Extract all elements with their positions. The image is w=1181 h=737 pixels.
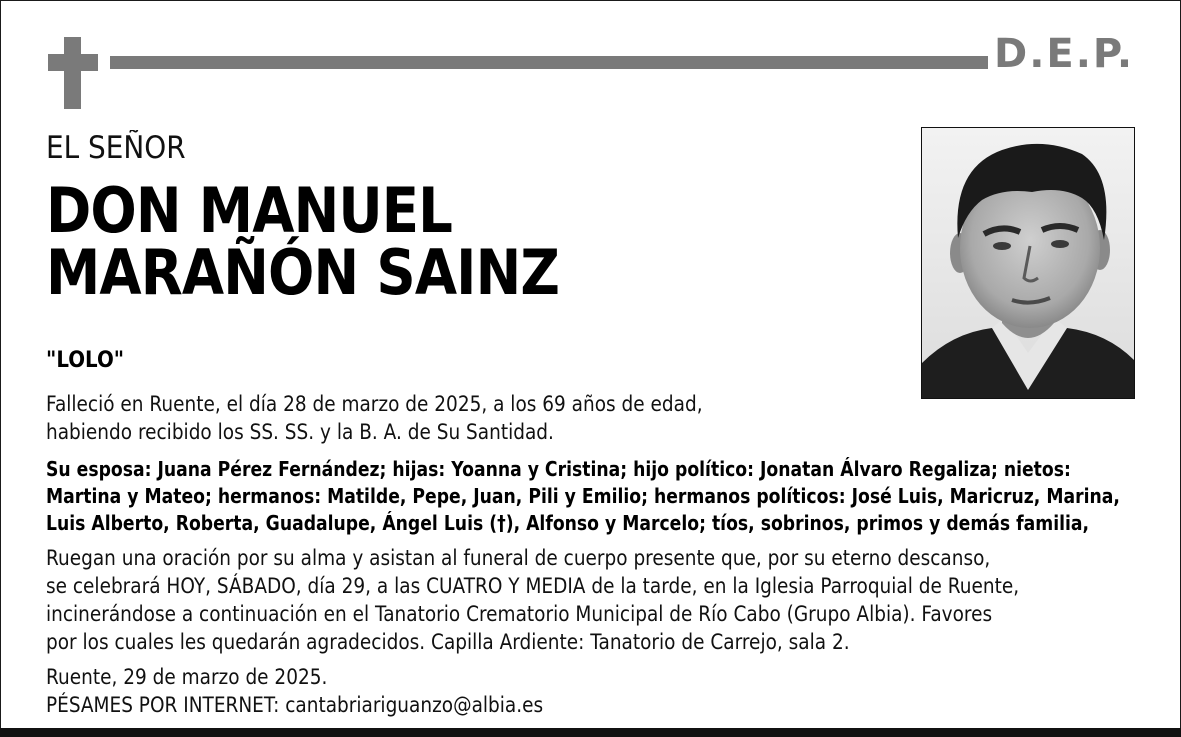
family-line: Su esposa: Juana Pérez Fernández; hijas: Yoanna y Cristina; hijo político: Jonatan Álvaro Regaliza; nietos: <box>46 457 1071 481</box>
funeral-line: por los cuales les quedarán agradecidos. Capilla Ardiente: Tanatorio de Carrejo, sala 2. <box>46 630 850 655</box>
condolences-email[interactable]: PÉSAMES POR INTERNET: cantabriariguanzo@albia.es <box>46 693 544 718</box>
funeral-details <box>46 545 1019 657</box>
cross-icon <box>64 37 81 109</box>
portrait-photo <box>921 127 1135 399</box>
death-notice-line: habiendo recibido los SS. SS. y la B. A. de Su Santidad. <box>46 420 554 445</box>
funeral-line: Ruegan una oración por su alma y asistan al funeral de cuerpo presente que, por su eterno descanso, <box>46 546 991 571</box>
dep-label: D.E.P. <box>994 31 1135 77</box>
funeral-line: incinerándose a continuación en el Tanatorio Crematorio Municipal de Río Cabo (Grupo Albia). Favores <box>46 602 993 627</box>
cross-icon-arm <box>48 54 98 71</box>
portrait-icon <box>922 128 1134 398</box>
deceased-name <box>46 174 560 309</box>
family-line: Martina y Mateo; hermanos: Matilde, Pepe, Juan, Pili y Emilio; hermanos políticos: José Luis, Maricruz, Marina, <box>46 484 1120 508</box>
family-line: Luis Alberto, Roberta, Guadalupe, Ángel Luis (†), Alfonso y Marcelo; tíos, sobrinos, primos y demás familia, <box>46 511 1090 535</box>
date-place: Ruente, 29 de marzo de 2025. <box>46 665 328 690</box>
family-list <box>46 456 1120 537</box>
bottom-border <box>0 728 1181 737</box>
death-notice-line: Falleció en Ruente, el día 28 de marzo de 2025, a los 69 años de edad, <box>46 392 703 417</box>
nickname: "LOLO" <box>46 348 125 373</box>
footer <box>46 664 543 720</box>
header-rule <box>110 56 988 69</box>
name-line: MARAÑÓN SAINZ <box>46 236 560 309</box>
name-line: DON MANUEL <box>46 174 453 247</box>
death-notice <box>46 391 703 447</box>
title-prefix: EL SEÑOR <box>46 130 186 166</box>
funeral-line: se celebrará HOY, SÁBADO, día 29, a las CUATRO Y MEDIA de la tarde, en la Iglesia Parroquial de Ruente, <box>46 574 1020 599</box>
